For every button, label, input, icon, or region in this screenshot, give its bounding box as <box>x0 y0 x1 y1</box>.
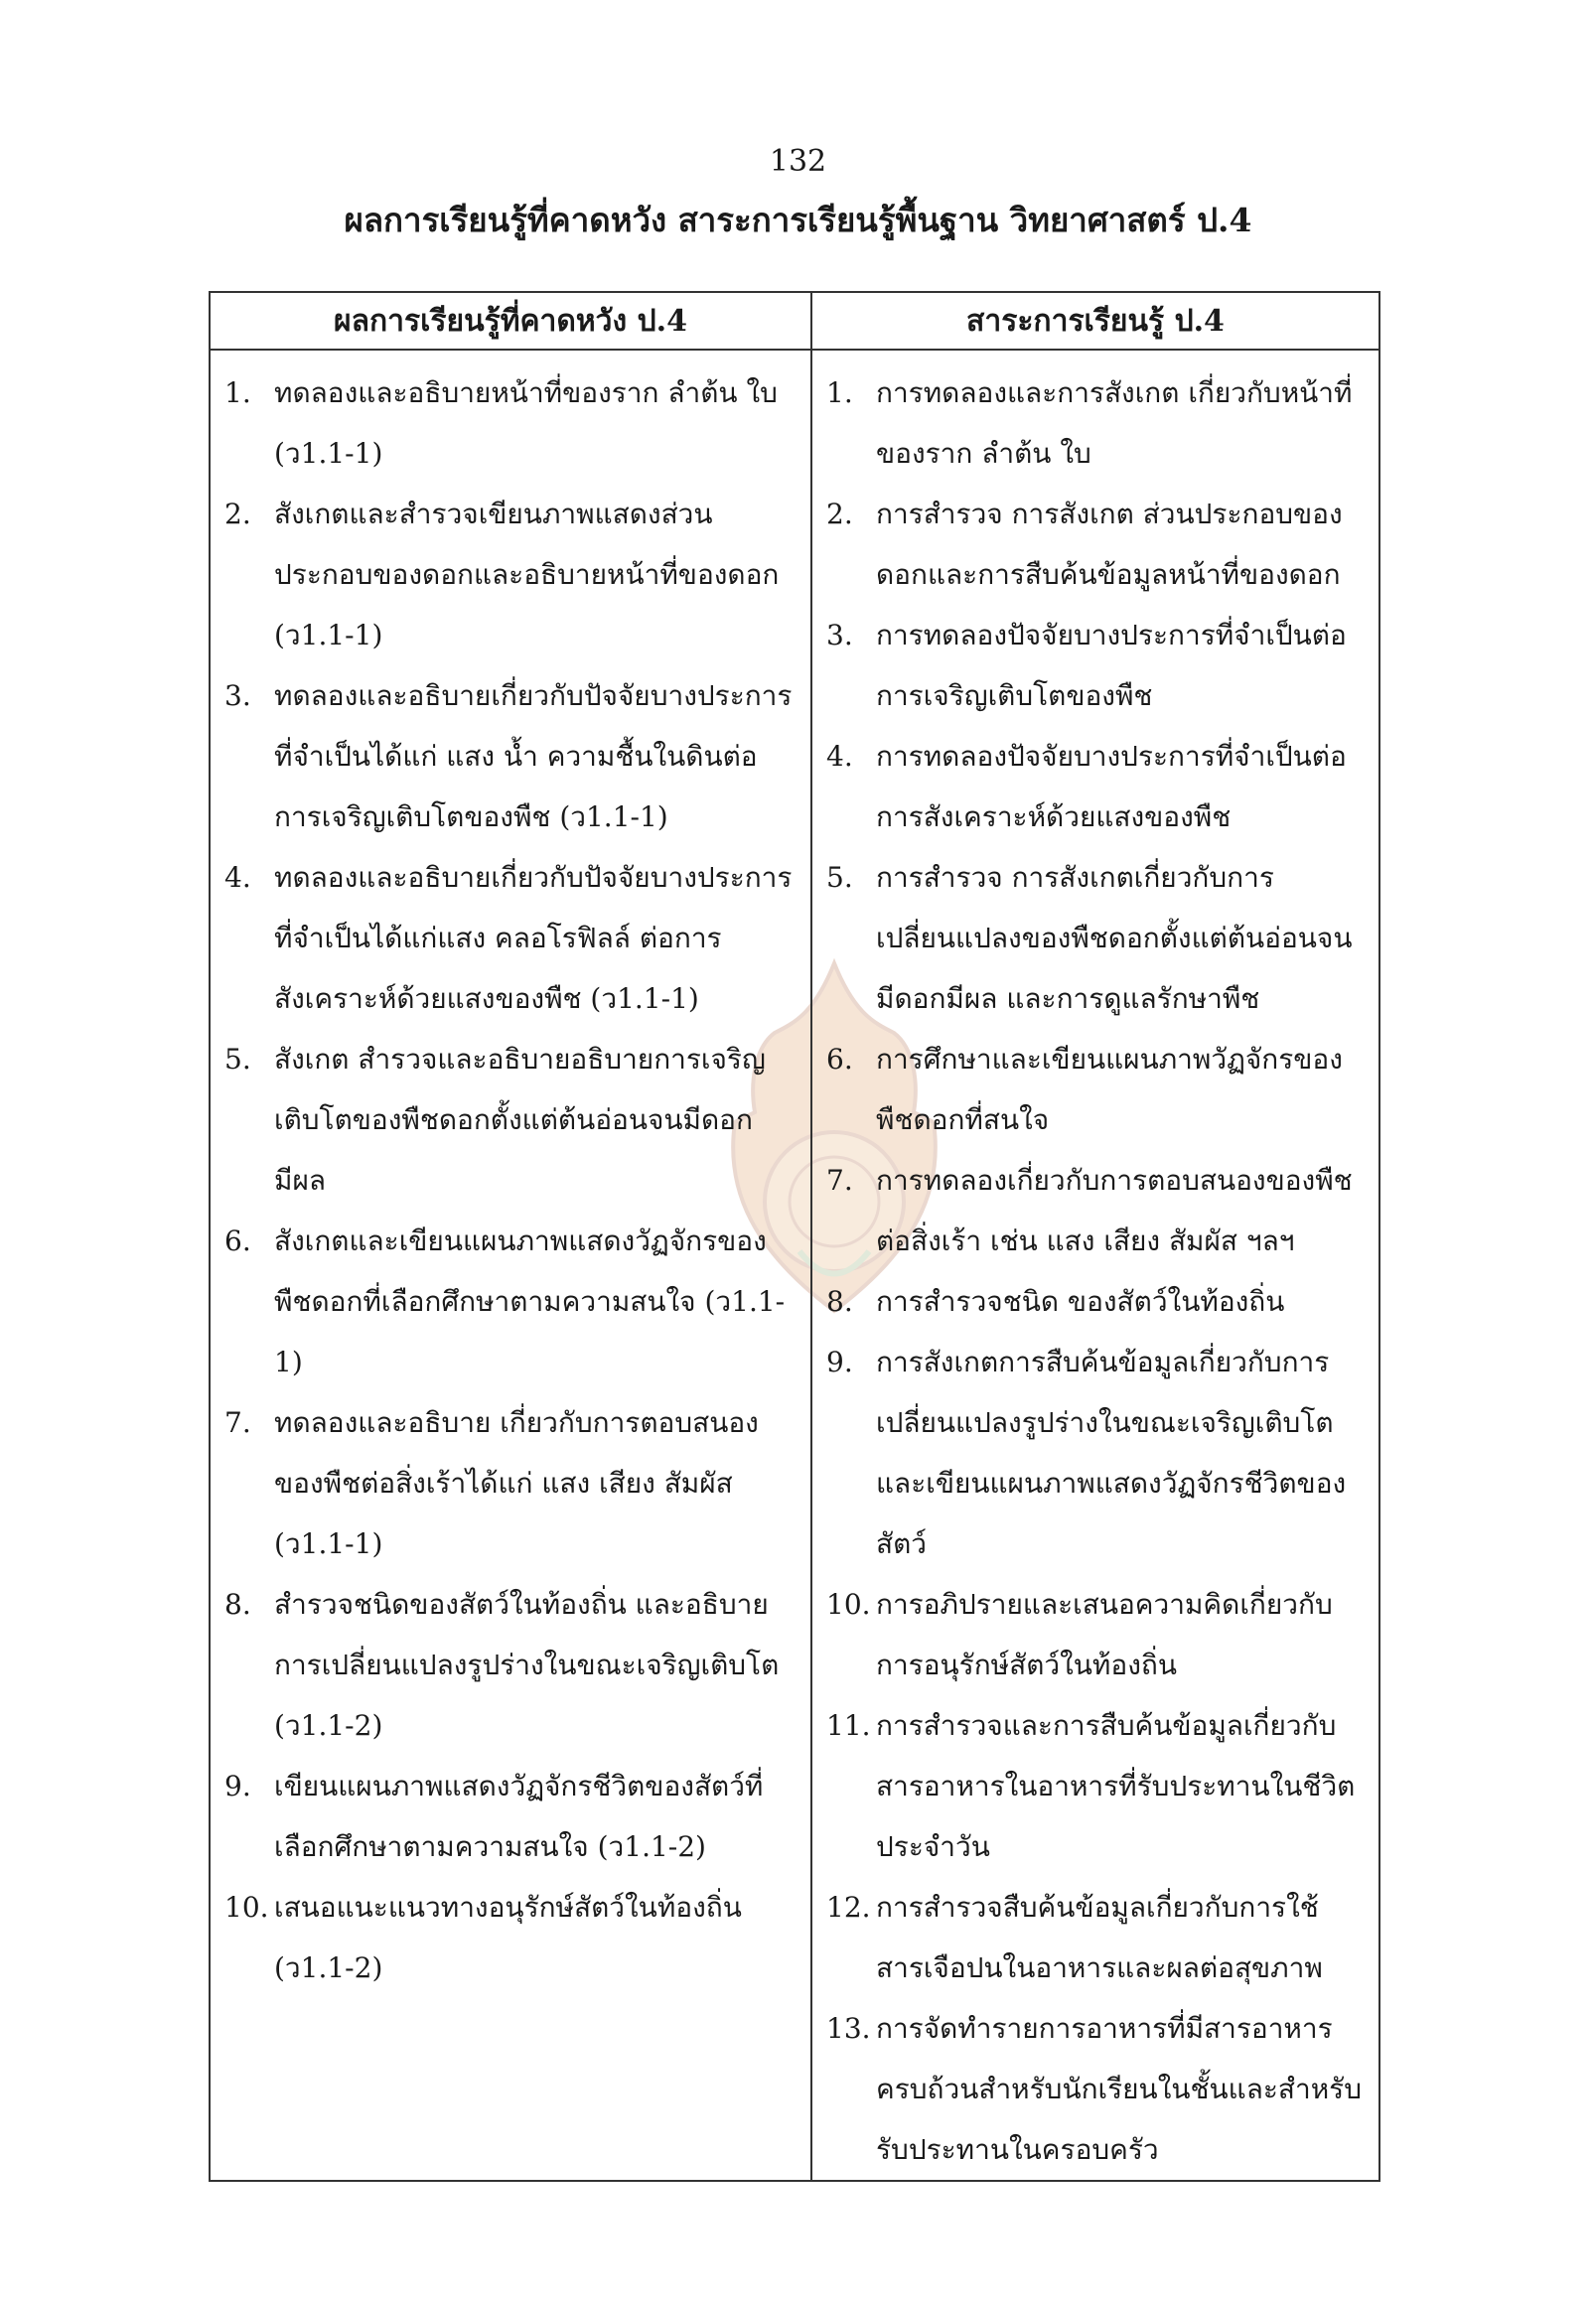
outcomes-list <box>224 362 797 1998</box>
list-item: 4. ทดลองและอธิบายเกี่ยวกับปัจจัยบางประการที่จำเป็นได้แก่แสง คลอโรฟิลล์ ต่อการสังเคราะห์ด้วยแสงของพืช (ว1.1-1) <box>224 861 793 1015</box>
list-item: 6. การศึกษาและเขียนแผนภาพวัฏจักรของพืชดอกที่สนใจ <box>826 1043 1343 1136</box>
list-item: 2. การสำรวจ การสังเกต ส่วนประกอบของดอกและการสืบค้นข้อมูลหน้าที่ของดอก <box>826 498 1343 591</box>
contents-list <box>826 362 1365 2180</box>
list-item: 5. สังเกต สำรวจและอธิบายอธิบายการเจริญเติบโตของพืชดอกตั้งแต่ต้นอ่อนจนมีดอก มีผล <box>224 1043 766 1197</box>
list-item: 10. เสนอแนะแนวทางอนุรักษ์สัตว์ในท้องถิ่น (ว1.1-2) <box>224 1891 742 1984</box>
list-item: 7. การทดลองเกี่ยวกับการตอบสนองของพืชต่อสิ่งเร้า เช่น แสง เสียง สัมผัส ฯลฯ <box>826 1164 1353 1257</box>
list-item: 6. สังเกตและเขียนแผนภาพแสดงวัฏจักรของพืชดอกที่เลือกศึกษาตามความสนใจ (ว1.1-1) <box>224 1224 786 1378</box>
list-item: 4. การทดลองปัจจัยบางประการที่จำเป็นต่อการสังเคราะห์ด้วยแสงของพืช <box>826 740 1347 833</box>
list-item: 5. การสำรวจ การสังเกตเกี่ยวกับการเปลี่ยนแปลงของพืชดอกตั้งแต่ต้นอ่อนจนมีดอกมีผล และการดูแลรักษาพืช <box>826 861 1353 1015</box>
list-item: 8. การสำรวจชนิด ของสัตว์ในท้องถิ่น <box>826 1285 1285 1318</box>
list-item: 1. ทดลองและอธิบายหน้าที่ของราก ลำต้น ใบ (ว1.1-1) <box>224 376 778 470</box>
list-item: 3. ทดลองและอธิบายเกี่ยวกับปัจจัยบางประการที่จำเป็นได้แก่ แสง น้ำ ความชื้นในดินต่อการเจริญเติบโตของพืช (ว1.1-1) <box>224 679 793 833</box>
list-item: 3. การทดลองปัจจัยบางประการที่จำเป็นต่อการเจริญเติบโตของพืช <box>826 619 1347 712</box>
list-item: 9. เขียนแผนภาพแสดงวัฏจักรชีวิตของสัตว์ที่เลือกศึกษาตามความสนใจ (ว1.1-2) <box>224 1770 764 1863</box>
list-item: 13. การจัดทำรายการอาหารที่มีสารอาหารครบถ้วนสำหรับนักเรียนในชั้นและสำหรับรับประทานในครอบครัว <box>826 2012 1362 2166</box>
list-item: 8. สำรวจชนิดของสัตว์ในท้องถิ่น และอธิบายการเปลี่ยนแปลงรูปร่างในขณะเจริญเติบโต (ว1.1-2) <box>224 1588 780 1742</box>
document-title: ผลการเรียนรู้ที่คาดหวัง สาระการเรียนรู้พื้นฐาน วิทยาศาสตร์ ป.4 <box>344 201 1252 239</box>
table-body-row <box>210 350 1379 2181</box>
outcomes-cell <box>210 350 811 2181</box>
contents-cell <box>811 350 1379 2181</box>
list-item: 1. การทดลองและการสังเกต เกี่ยวกับหน้าที่ของราก ลำต้น ใบ <box>826 376 1353 470</box>
list-item: 10. การอภิปรายและเสนอความคิดเกี่ยวกับการอนุรักษ์สัตว์ในท้องถิ่น <box>826 1588 1333 1681</box>
list-item: 9. การสังเกตการสืบค้นข้อมูลเกี่ยวกับการเปลี่ยนแปลงรูปร่างในขณะเจริญเติบโตและเขียนแผนภาพแสดงวัฏจักรชีวิตของสัตว์ <box>826 1346 1347 1560</box>
page-number: 132 <box>769 144 827 179</box>
curriculum-table <box>209 291 1380 2182</box>
list-item: 7. ทดลองและอธิบาย เกี่ยวกับการตอบสนองของพืชต่อสิ่งเร้าได้แก่ แสง เสียง สัมผัส (ว1.1-1) <box>224 1406 759 1560</box>
list-item: 12. การสำรวจสืบค้นข้อมูลเกี่ยวกับการใช้สารเจือปนในอาหารและผลต่อสุขภาพ <box>826 1891 1323 1984</box>
list-item: 11. การสำรวจและการสืบค้นข้อมูลเกี่ยวกับสารอาหารในอาหารที่รับประทานในชีวิตประจำวัน <box>826 1709 1356 1863</box>
header-expected-outcomes: ผลการเรียนรู้ที่คาดหวัง ป.4 <box>210 292 811 350</box>
header-learning-content: สาระการเรียนรู้ ป.4 <box>811 292 1379 350</box>
table-header-row <box>210 292 1379 350</box>
list-item: 2. สังเกตและสำรวจเขียนภาพแสดงส่วนประกอบของดอกและอธิบายหน้าที่ของดอก (ว1.1-1) <box>224 498 780 651</box>
